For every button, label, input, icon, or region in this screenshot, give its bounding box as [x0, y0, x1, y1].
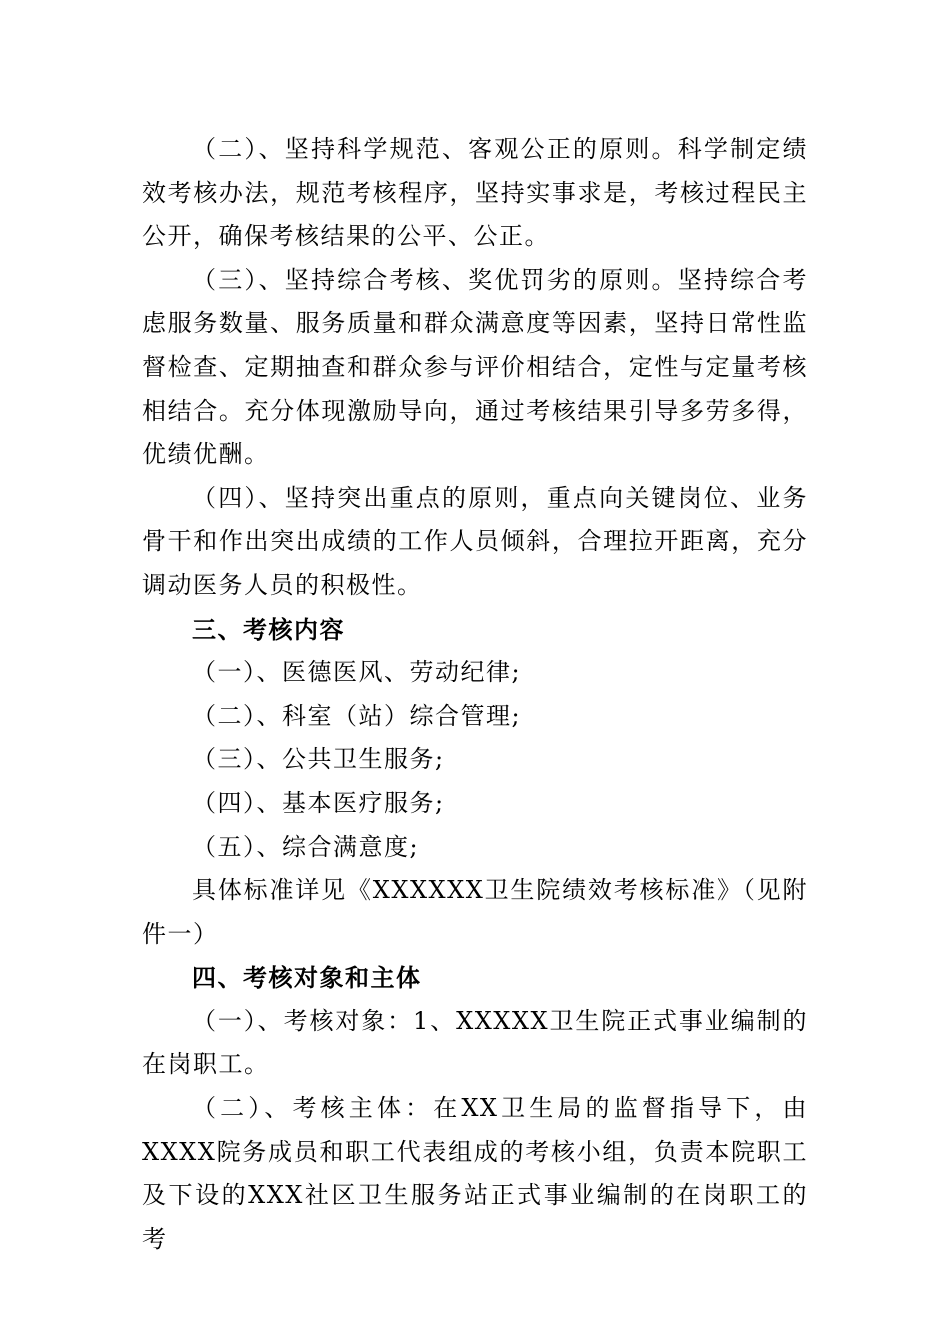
list-item-content-2: （二）、科室（站）综合管理; — [192, 701, 522, 730]
document-body — [142, 128, 808, 1261]
paragraph-assessment-object: （一）、考核对象：1、XXXXX卫生院正式事业编制的在岗职工。 — [142, 1006, 808, 1079]
section-heading-assessment-content: 三、考核内容 — [192, 614, 345, 644]
section-heading-assessment-subjects: 四、考核对象和主体 — [192, 963, 422, 993]
list-item-content-3: （三）、公共卫生服务; — [192, 745, 445, 774]
list-item-content-4: （四）、基本医疗服务; — [192, 788, 445, 817]
paragraph-standard-reference: 具体标准详见《XXXXXX卫生院绩效考核标准》（见附件一） — [142, 876, 808, 948]
paragraph-principle-4: （四）、坚持突出重点的原则，重点向关键岗位、业务骨干和作出突出成绩的工作人员倾斜，合理拉开距离，充分调动医务人员的积极性。 — [142, 483, 808, 599]
paragraph-principle-2: （二）、坚持科学规范、客观公正的原则。科学制定绩效考核办法，规范考核程序，坚持实事求是，考核过程民主公开，确保考核结果的公平、公正。 — [142, 135, 808, 251]
paragraph-assessment-body: （二）、考核主体：在XX卫生局的监督指导下，由XXXX院务成员和职工代表组成的考核小组，负责本院职工及下设的XXX社区卫生服务站正式事业编制的在岗职工的考 — [142, 1094, 808, 1253]
paragraph-principle-3: （三）、坚持综合考核、奖优罚劣的原则。坚持综合考虑服务数量、服务质量和群众满意度等因素，坚持日常性监督检查、定期抽查和群众参与评价相结合，定性与定量考核相结合。充分体现激励导向，通过考核结果引导多劳多得，优绩优酬。 — [142, 265, 808, 469]
list-item-content-1: （一）、医德医风、劳动纪律; — [192, 658, 522, 687]
list-item-content-5: （五）、综合满意度; — [192, 832, 420, 861]
